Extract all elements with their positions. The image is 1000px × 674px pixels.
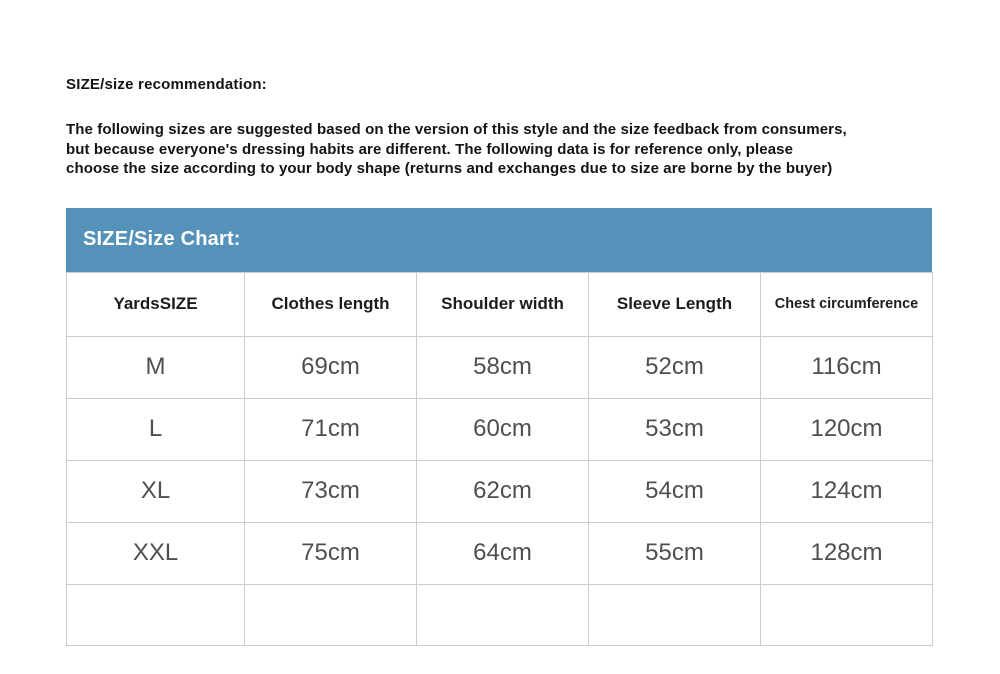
- empty-cell: [67, 584, 245, 645]
- chest-circumference-value: 128cm: [761, 522, 933, 584]
- sleeve-length-value: 54cm: [589, 460, 761, 522]
- sleeve-length-value: 52cm: [589, 336, 761, 398]
- clothes-length-value: 71cm: [245, 398, 417, 460]
- column-header-clothes-length: Clothes length: [245, 272, 417, 336]
- chest-circumference-value: 124cm: [761, 460, 933, 522]
- empty-cell: [761, 584, 933, 645]
- column-header-size: YardsSIZE: [67, 272, 245, 336]
- size-recommendation-heading: SIZE/size recommendation:: [66, 76, 267, 93]
- sleeve-length-value: 53cm: [589, 398, 761, 460]
- size-label: XL: [67, 460, 245, 522]
- size-label: L: [67, 398, 245, 460]
- column-header-shoulder-width: Shoulder width: [417, 272, 589, 336]
- empty-cell: [589, 584, 761, 645]
- clothes-length-value: 69cm: [245, 336, 417, 398]
- size-chart-title-bar: [66, 208, 932, 272]
- empty-cell: [417, 584, 589, 645]
- shoulder-width-value: 58cm: [417, 336, 589, 398]
- disclaimer-line-3: choose the size according to your body shape (returns and exchanges due to size are borne by the buyer): [66, 160, 833, 177]
- sleeve-length-value: 55cm: [589, 522, 761, 584]
- table-row-empty: [67, 584, 933, 645]
- size-label: XXL: [67, 522, 245, 584]
- size-chart-title: SIZE/Size Chart:: [83, 228, 241, 250]
- size-chart-table: [66, 272, 933, 646]
- shoulder-width-value: 60cm: [417, 398, 589, 460]
- clothes-length-value: 75cm: [245, 522, 417, 584]
- table-row-xl: [67, 460, 933, 522]
- table-row-xxl: [67, 522, 933, 584]
- size-disclaimer-text: [66, 120, 1000, 179]
- size-label: M: [67, 336, 245, 398]
- table-header-row: [67, 272, 933, 336]
- chest-circumference-value: 116cm: [761, 336, 933, 398]
- shoulder-width-value: 62cm: [417, 460, 589, 522]
- empty-cell: [245, 584, 417, 645]
- column-header-sleeve-length: Sleeve Length: [589, 272, 761, 336]
- table-row-l: [67, 398, 933, 460]
- disclaimer-line-2: but because everyone's dressing habits are different. The following data is for reference only, please: [66, 140, 794, 158]
- chest-circumference-value: 120cm: [761, 398, 933, 460]
- disclaimer-line-1: The following sizes are suggested based on the version of this style and the size feedback from consumers,: [66, 121, 847, 138]
- shoulder-width-value: 64cm: [417, 522, 589, 584]
- column-header-chest-circumference: Chest circumference: [761, 272, 933, 336]
- clothes-length-value: 73cm: [245, 460, 417, 522]
- table-row-m: [67, 336, 933, 398]
